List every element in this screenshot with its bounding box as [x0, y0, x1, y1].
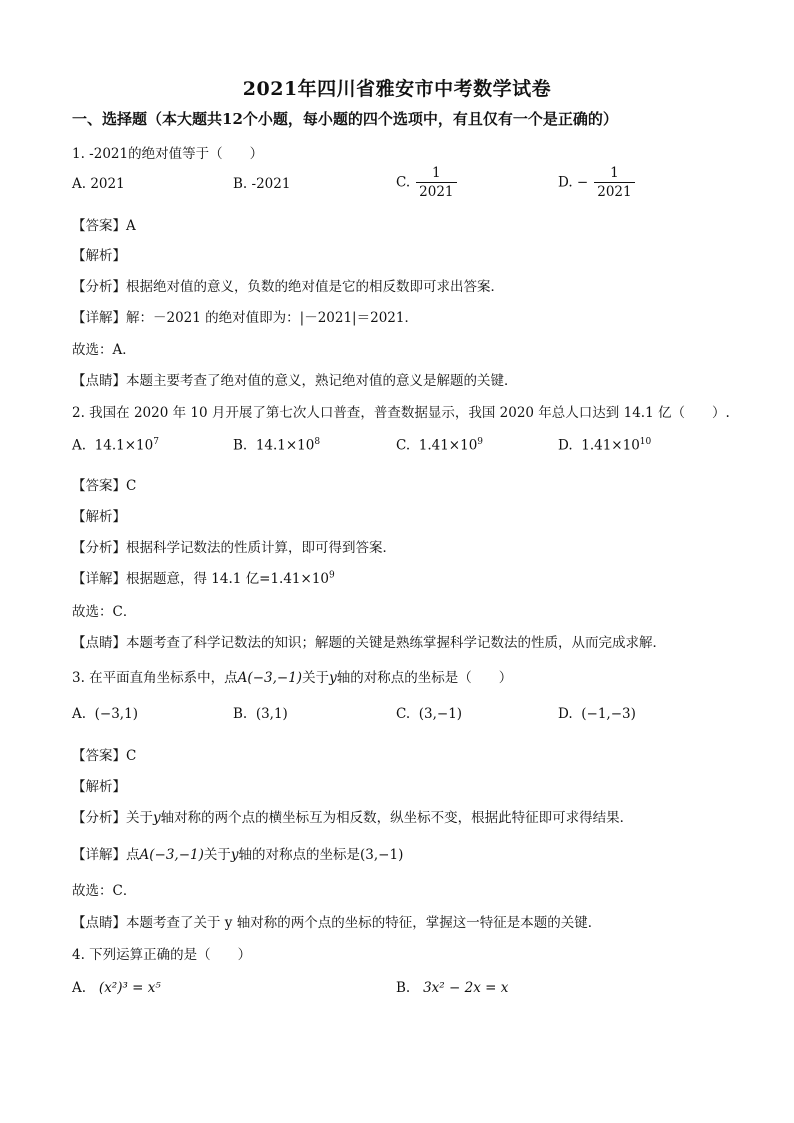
q4-option-a-expression: (x²)³ = x⁵ — [98, 980, 161, 996]
q3-fenxi — [72, 806, 633, 826]
q3-detail-pre: 【详解】点 — [72, 847, 140, 863]
q2-option-a-exponent: 7 — [153, 437, 159, 447]
q1-option-d-label: D. − — [558, 174, 589, 191]
q3-detail-post: 轴的对称点的坐标是 — [238, 847, 361, 863]
q2-fenxi: 【分析】根据科学记数法的性质计算，即可得到答案． — [72, 540, 396, 556]
q2-option-a — [72, 437, 159, 454]
q3-option-c-value: (3,−1) — [418, 706, 463, 722]
q1-option-d-denominator: 2021 — [597, 184, 632, 200]
q2-option-b — [233, 437, 320, 454]
q3-fenxi-pre: 【分析】关于 — [72, 810, 153, 826]
q3-detail-y: y — [230, 847, 239, 863]
q3-stem-mid: 关于 — [302, 670, 330, 686]
q3-stem — [72, 666, 512, 686]
q2-answer: 【答案】C — [72, 478, 137, 494]
q4-option-a — [72, 980, 161, 996]
q3-detail-result: (3,−1) — [360, 847, 404, 863]
q4-option-b-label: B. — [396, 980, 411, 996]
q3-option-b — [233, 706, 288, 722]
q3-fenxi-y: y — [153, 810, 161, 826]
q1-option-c-denominator: 2021 — [419, 184, 454, 200]
q1-option-c-label: C. — [396, 174, 411, 191]
q2-choice: 故选：C． — [72, 604, 137, 620]
q3-option-b-label: B. — [233, 706, 248, 722]
q4-option-b — [396, 980, 508, 996]
q1-option-b: B. -2021 — [233, 176, 291, 192]
q2-detail — [72, 567, 335, 587]
q3-option-c-label: C. — [396, 706, 411, 722]
q1-option-c-fraction — [416, 164, 456, 201]
q2-option-b-base: 14.1×10 — [255, 437, 315, 454]
q2-option-d — [558, 437, 651, 454]
q2-analysis-heading: 【解析】 — [72, 509, 126, 525]
q3-option-d — [558, 706, 636, 722]
q1-fenxi: 【分析】根据绝对值的意义，负数的绝对值是它的相反数即可求出答案． — [72, 279, 504, 295]
q3-option-b-value: (3,1) — [255, 706, 288, 722]
q2-detail-exponent: 9 — [329, 570, 335, 581]
q3-option-c — [396, 706, 462, 722]
q1-detail: 【详解】解：－2021 的绝对值即为：|－2021|＝2021． — [72, 310, 418, 326]
q1-option-a: A. 2021 — [72, 176, 125, 192]
q2-option-a-label: A. — [72, 437, 87, 454]
q3-option-a-value: (−3,1) — [94, 706, 138, 722]
q2-option-c-exponent: 9 — [477, 437, 484, 447]
q3-detail-mid: 关于 — [203, 847, 231, 863]
q1-comment: 【点睛】本题主要考查了绝对值的意义，熟记绝对值的意义是解题的关键． — [72, 373, 518, 389]
q2-comment: 【点睛】本题考查了科学记数法的知识；解题的关键是熟练掌握科学记数法的性质，从而完成求解． — [72, 635, 666, 651]
q2-option-c — [396, 437, 483, 454]
q2-option-d-exponent: 10 — [639, 437, 652, 447]
q1-option-c — [396, 164, 457, 201]
q3-detail — [72, 843, 403, 863]
q3-option-a-label: A. — [72, 706, 87, 722]
q3-answer: 【答案】C — [72, 748, 137, 764]
q2-option-c-label: C. — [396, 437, 411, 454]
q2-option-b-label: B. — [233, 437, 248, 454]
q1-stem: 1. -2021的绝对值等于（ ） — [72, 146, 264, 162]
q4-option-b-expression: 3x² − 2x = x — [423, 980, 509, 996]
q3-detail-point: A(−3,−1) — [139, 847, 204, 863]
q3-option-d-value: (−1,−3) — [581, 706, 636, 722]
q3-fenxi-post: 轴对称的两个点的横坐标互为相反数，纵坐标不变，根据此特征即可求得结果． — [160, 810, 634, 826]
page-title: 2021年四川省雅安市中考数学试卷 — [242, 78, 552, 100]
q3-analysis-heading: 【解析】 — [72, 779, 126, 795]
q2-detail-text: 【详解】根据题意，得 14.1 亿=1.41×10 — [72, 571, 330, 587]
q3-option-d-label: D. — [558, 706, 573, 722]
q1-answer: 【答案】A — [72, 218, 136, 234]
q2-option-d-label: D. — [558, 437, 573, 454]
q1-option-d — [558, 164, 635, 201]
q1-option-d-fraction — [594, 164, 634, 201]
q1-choice: 故选：A． — [72, 342, 136, 358]
q2-option-c-base: 1.41×10 — [418, 437, 478, 454]
q3-option-a — [72, 706, 138, 722]
section-heading: 一、选择题（本大题共12个小题，每小题的四个选项中，有且仅有一个是正确的） — [72, 110, 618, 128]
q2-option-b-exponent: 8 — [314, 437, 321, 447]
q1-option-c-numerator: 1 — [416, 164, 456, 183]
q3-stem-pre: 3. 在平面直角坐标系中，点 — [72, 670, 238, 686]
q3-stem-post: 轴的对称点的坐标是（ ） — [336, 670, 513, 686]
q2-option-d-base: 1.41×10 — [581, 437, 640, 454]
q3-choice: 故选：C． — [72, 883, 137, 899]
q1-analysis-heading: 【解析】 — [72, 248, 126, 264]
q3-comment: 【点睛】本题考查了关于 y 轴对称的两个点的坐标的特征，掌握这一特征是本题的关键． — [72, 915, 602, 931]
q2-stem: 2. 我国在 2020 年 10 月开展了第七次人口普查，普查数据显示，我国 2020 年总人口达到 14.1 亿（ ）. — [72, 405, 730, 421]
q2-option-a-base: 14.1×10 — [94, 437, 154, 454]
q4-option-a-label: A. — [72, 980, 87, 996]
q3-stem-point: A(−3,−1) — [237, 670, 303, 686]
q4-stem: 4. 下列运算正确的是（ ） — [72, 947, 252, 963]
q1-option-d-numerator: 1 — [594, 164, 634, 183]
q3-stem-y: y — [329, 670, 337, 686]
